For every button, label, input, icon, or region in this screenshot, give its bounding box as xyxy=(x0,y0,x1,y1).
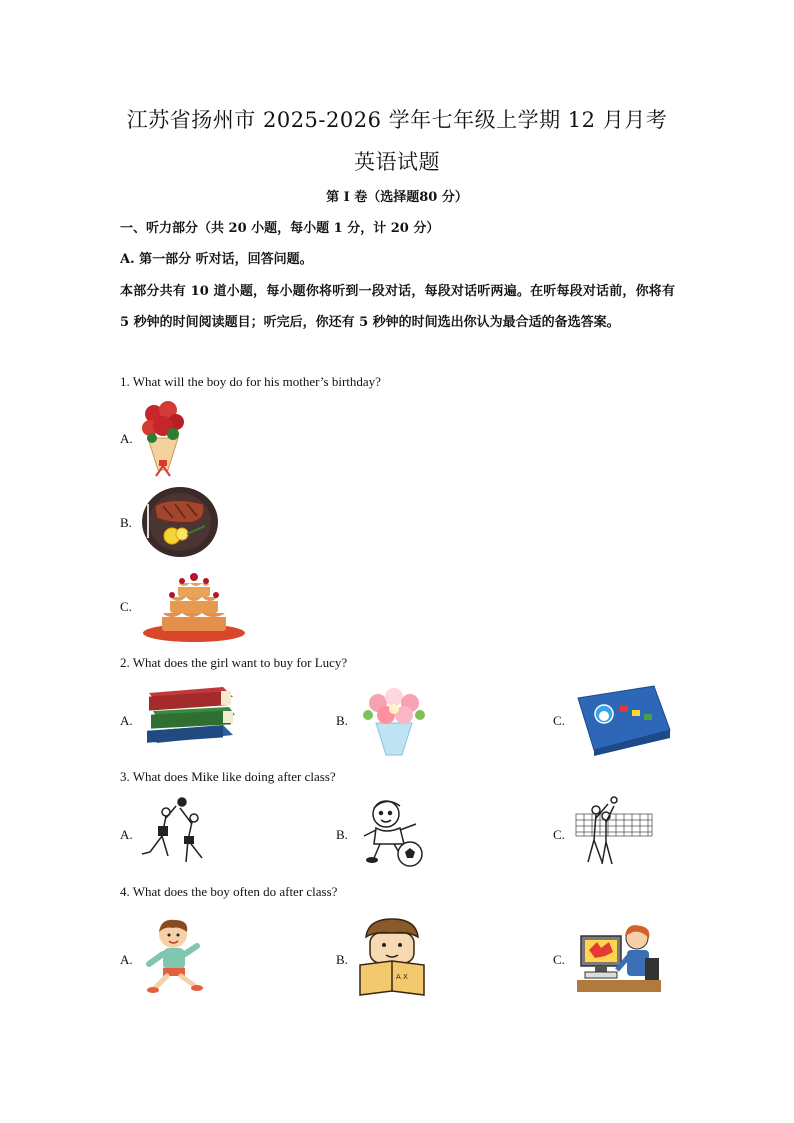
exam-title: 江苏省扬州市 2025-2026 学年七年级上学期 12 月月考 xyxy=(126,108,668,132)
q2-option-b-label: B. xyxy=(336,713,348,728)
q1-option-c-label: C. xyxy=(120,599,132,614)
running-boy-icon xyxy=(143,916,207,996)
q3-option-a-label: A. xyxy=(120,827,133,842)
q1-option-a-label: A. xyxy=(120,431,133,446)
q3-option-c-label: C. xyxy=(553,827,565,842)
birthday-cake-icon xyxy=(142,569,246,643)
q2-option-a-label: A. xyxy=(120,713,133,728)
books-stack-icon xyxy=(143,685,237,755)
computer-boy-icon xyxy=(575,922,663,994)
q1-option-b-label: B. xyxy=(120,515,132,530)
q4-option-b-label: B. xyxy=(336,952,348,967)
flower-bouquet-icon xyxy=(358,685,430,757)
q3-option-b-label: B. xyxy=(336,827,348,842)
question-3: 3. What does Mike like doing after class? xyxy=(120,769,336,784)
part-a-heading: A. 第一部分 听对话，回答问题。 xyxy=(120,252,313,267)
q4-option-a-label: A. xyxy=(120,952,133,967)
reading-boy-icon xyxy=(358,917,426,999)
q4-option-c-label: C. xyxy=(553,952,565,967)
question-2: 2. What does the girl want to buy for Lucy? xyxy=(120,655,348,670)
volleyball-players-icon xyxy=(574,796,654,868)
pencil-box-icon xyxy=(574,684,672,756)
flower-bouquet-icon xyxy=(140,400,186,478)
soccer-boy-icon xyxy=(356,796,428,868)
exam-subject: 英语试题 xyxy=(354,150,440,174)
basketball-players-icon xyxy=(140,796,216,868)
svg-text:A X: A X xyxy=(396,973,408,981)
question-1: 1. What will the boy do for his mother’s birthday? xyxy=(120,374,381,389)
question-4: 4. What does the boy often do after class? xyxy=(120,884,338,899)
q2-option-c-label: C. xyxy=(553,713,565,728)
section-heading: 一、听力部分（共 20 小题，每小题 1 分，计 20 分） xyxy=(120,221,440,236)
instructions-paragraph: 本部分共有 10 道小题，每小题你将听到一段对话，每段对话听两遍。在听每段对话前，你将有 5 秒钟的时间阅读题目；听完后，你还有 5 秒钟的时间选出你认为最合适的备选答案。 xyxy=(120,284,675,330)
steak-plate-icon xyxy=(141,486,219,558)
volume-subtitle: 第 I 卷（选择题80 分） xyxy=(326,190,468,205)
